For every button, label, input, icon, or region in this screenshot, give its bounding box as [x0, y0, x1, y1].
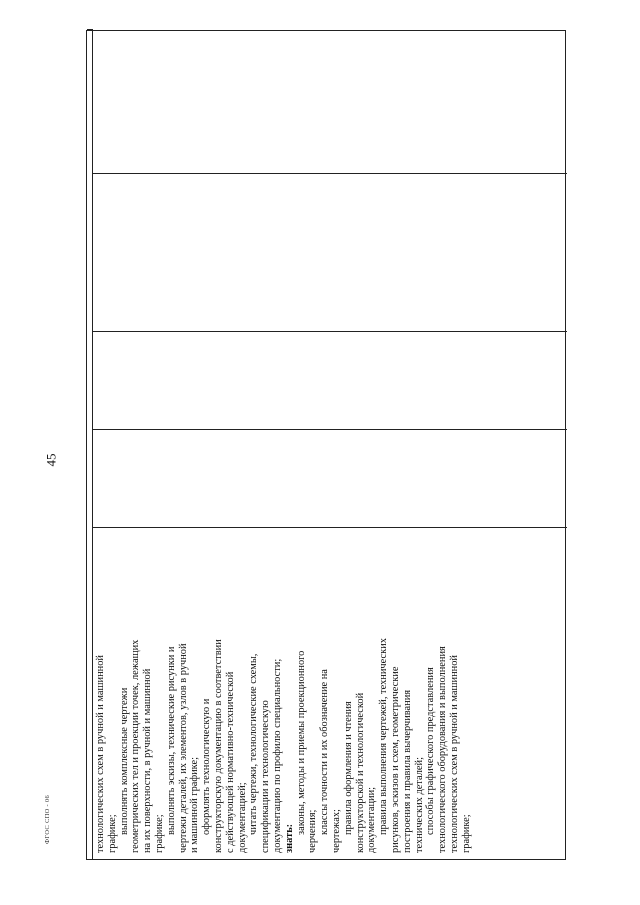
table-text-line: документацию по профилю специальности;: [271, 658, 283, 853]
table-text-line: документацией;: [236, 782, 248, 853]
table-text-line: конструкторской и технологической: [354, 692, 366, 853]
table-text-line: чертежи деталей, их элементов, узлов в ручной: [177, 643, 189, 853]
table-text-line: выполнять комплексные чертежи: [118, 687, 130, 835]
rotated-table-wrapper: [86, 30, 566, 860]
table-text-line: читать чертежи, технологические схемы,: [248, 653, 260, 835]
table-text-line: оформлять технологическую и: [201, 698, 213, 835]
table-text-line: способы графического представления: [425, 667, 437, 835]
table-cell-empty: [93, 29, 567, 173]
table-text-line: правила выполнения чертежей, технических: [378, 638, 390, 835]
table-text-line: с действующей нормативно-технической: [224, 671, 236, 853]
footer-code: ФГОС СПО - 06: [44, 794, 51, 844]
table-text-line: технологических схем в ручной и машинной: [448, 655, 460, 853]
table-text-line: графике;: [153, 814, 165, 853]
table-text-line: графике;: [106, 814, 118, 853]
table-text-line: чертежах;: [330, 809, 342, 853]
table-text-line: технических деталей;: [413, 757, 425, 853]
table-text-line: технологических схем в ручной и машинной: [95, 655, 106, 853]
table-text-line: классы точности и их обозначение на: [319, 669, 331, 835]
table-text-line: документации;: [366, 786, 378, 853]
curriculum-table: [86, 30, 566, 860]
table-text-line: законы, методы и приемы проекционного: [295, 650, 307, 835]
table-cell-empty: [93, 331, 567, 429]
table-text-line: спецификации и технологическую: [260, 700, 272, 853]
table-text-line: рисунков, эскизов и схем, геометрические: [389, 666, 401, 853]
table-text-line: построения и правила вычерчивания: [401, 689, 413, 853]
table-cell-empty: [93, 429, 567, 527]
table-cell-content: [93, 527, 567, 859]
table-text-line: выполнять эскизы, технические рисунки и: [165, 646, 177, 835]
table-text-line: черчения;: [307, 809, 319, 853]
table-text-line: технологического оборудования и выполнения: [437, 646, 449, 853]
page-number: 45: [43, 453, 59, 467]
table-text-line: и машинной графике;: [189, 757, 201, 853]
table-text-line: правила оформления и чтения: [342, 701, 354, 835]
table-text-line: геометрических тел и проекции точек, лежащих: [130, 639, 142, 853]
table-text-line: знать:: [283, 823, 295, 853]
table-text-line: на их поверхности, в ручной и машинной: [142, 668, 154, 853]
table-cell-empty: [93, 173, 567, 331]
table-text-line: конструкторскую документацию в соответствии: [212, 639, 224, 853]
table-text-line: графике;: [460, 814, 472, 853]
